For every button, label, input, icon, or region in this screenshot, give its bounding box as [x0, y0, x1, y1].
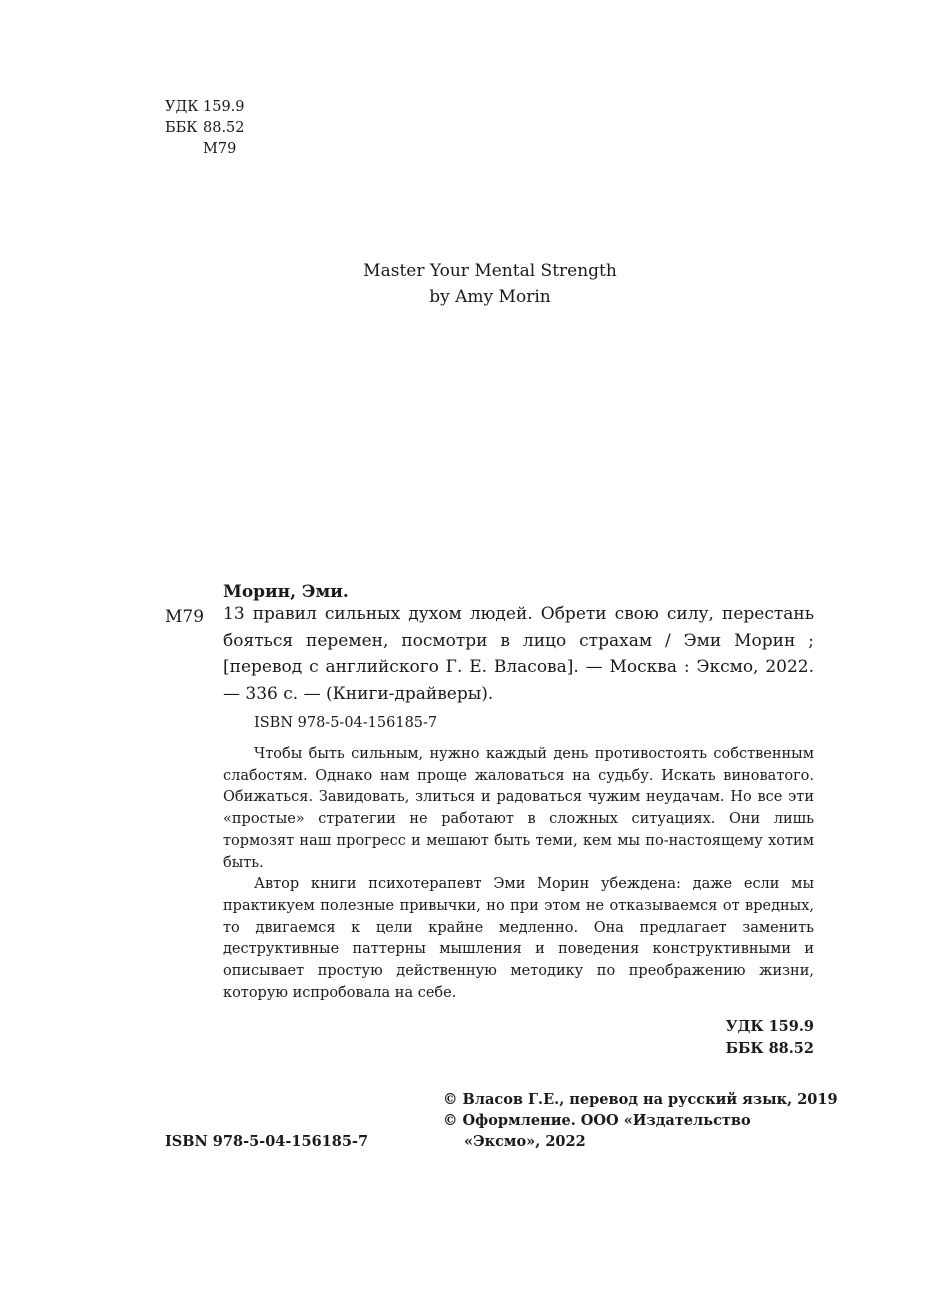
bbk-row [165, 118, 245, 139]
udk-value: 159.9 [203, 99, 245, 115]
isbn-catalog: ISBN 978-5-04-156185-7 [254, 715, 438, 731]
author-mark: М79 [165, 607, 205, 627]
udk-row [165, 97, 245, 118]
author-mark-top: М79 [203, 141, 237, 157]
author-heading: Морин, Эми. [223, 582, 349, 602]
isbn-footer: ISBN 978-5-04-156185-7 [165, 1133, 369, 1150]
bbk-label: ББК [165, 120, 198, 136]
udk-code: УДК 159.9 [725, 1018, 814, 1035]
original-title: Master Your Mental Strength [363, 261, 617, 281]
bbk-code: ББК 88.52 [725, 1040, 814, 1057]
original-author: by Amy Morin [429, 287, 551, 307]
annotation-paragraph: Автор книги психотерапевт Эми Морин убеждена: даже если мы практикуем полезные привычки, но при этом не отказываемся от вредных, то двигаемся к цели крайне медленно. Она предлагает заменить деструктивные паттерны мышления и поведения конструктивными и описывает простую действенную методику по преображению жизни, которую испробовала на себе. [223, 876, 814, 1001]
classification-block [165, 97, 245, 160]
annotation [223, 744, 814, 1004]
classification-codes [560, 1016, 814, 1060]
bbk-value: 88.52 [203, 120, 245, 136]
annotation-paragraph: Чтобы быть сильным, нужно каждый день противостоять собственным слабостям. Однако нам проще жаловаться на судьбу. Искать виноватого. Обижаться. Завидовать, злиться и радоваться чужим неудачам. Но все эти «простые» стратегии не работают в сложных ситуациях. Они лишь тормозят наш прогресс и мешают быть теми, кем мы по-настоящему хотим быть. [223, 746, 814, 871]
copyright-design: © Оформление. ООО «Издательство [443, 1112, 751, 1129]
original-title-block [0, 258, 928, 310]
bibliographic-description: 13 правил сильных духом людей. Обрети свою силу, перестань бояться перемен, посмотри в лицо страхам / Эми Морин ; [перевод с английского Г. Е. Власова]. — Москва : Эксмо, 2022. — 336 с. — (Книги-драйверы). [223, 604, 814, 704]
udk-label: УДК [165, 99, 199, 115]
copyright-translation: © Власов Г.Е., перевод на русский язык, 2019 [443, 1091, 838, 1108]
copyright-block [443, 1089, 838, 1152]
copyright-design-continued: «Эксмо», 2022 [464, 1133, 586, 1150]
